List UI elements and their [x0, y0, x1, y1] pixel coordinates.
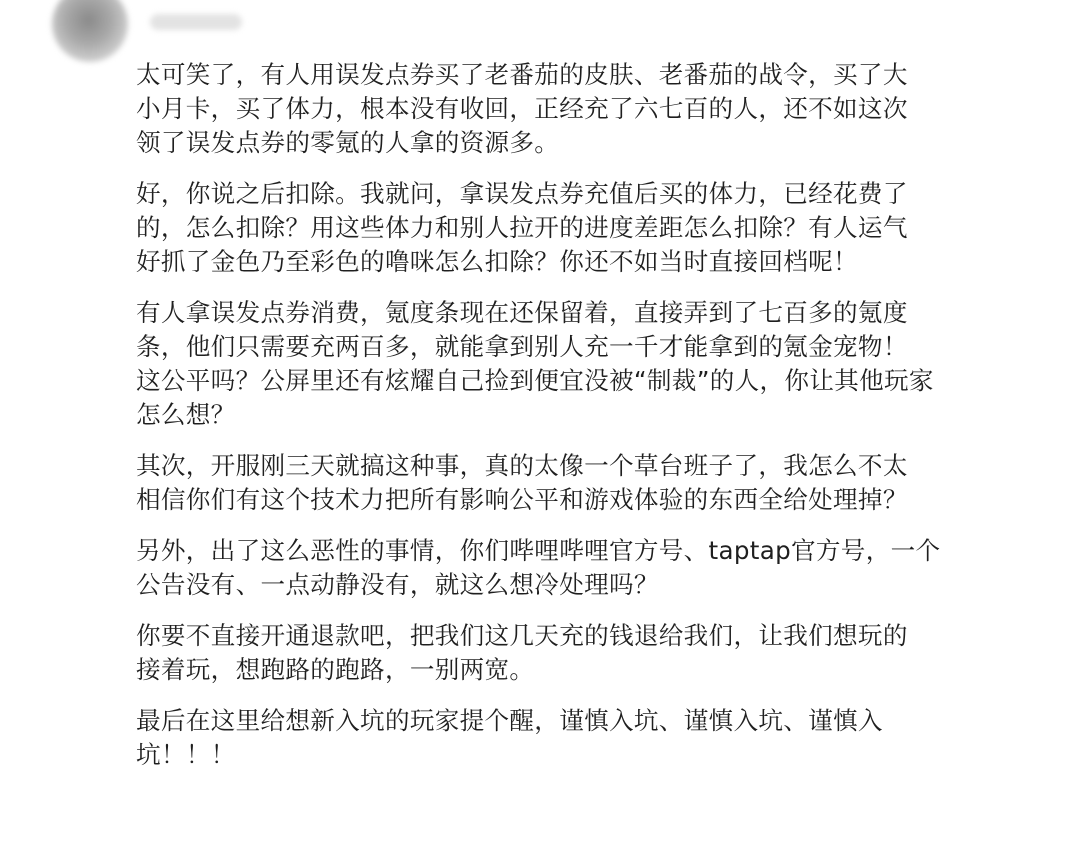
avatar[interactable] [52, 0, 128, 62]
text-line: 其次，开服刚三天就搞这种事，真的太像一个草台班子了，我怎么不太 [136, 451, 908, 480]
text-line: 的，怎么扣除？用这些体力和别人拉开的进度差距怎么扣除？有人运气 [136, 213, 908, 242]
text-line: 公告没有、一点动静没有，就这么想冷处理吗？ [136, 570, 659, 599]
text-line: 小月卡，买了体力，根本没有收回，正经充了六七百的人，还不如这次 [136, 94, 908, 123]
comment-paragraph [136, 177, 1056, 279]
comment-paragraph [136, 449, 1056, 517]
text-line: 太可笑了，有人用误发点券买了老番茄的皮肤、老番茄的战令，买了大 [136, 60, 908, 89]
comment-paragraph [136, 296, 1056, 432]
text-line: 怎么想？ [136, 400, 236, 429]
comment-paragraph [136, 704, 1056, 772]
text-line: 有人拿误发点券消费，氪度条现在还保留着，直接弄到了七百多的氪度 [136, 298, 908, 327]
text-line: 你要不直接开通退款吧，把我们这几天充的钱退给我们，让我们想玩的 [136, 621, 908, 650]
text-line: 相信你们有这个技术力把所有影响公平和游戏体验的东西全给处理掉？ [136, 485, 908, 514]
text-line: 领了误发点券的零氪的人拿的资源多。 [136, 128, 560, 157]
comment-paragraph [136, 58, 1056, 160]
comment-body [136, 58, 1056, 789]
text-line: 好，你说之后扣除。我就问，拿误发点券充值后买的体力，已经花费了 [136, 179, 908, 208]
text-line: 条，他们只需要充两百多，就能拿到别人充一千才能拿到的氪金宠物！ [136, 332, 908, 361]
comment-paragraph [136, 619, 1056, 687]
username-blurred[interactable] [150, 14, 242, 30]
text-line: 这公平吗？公屏里还有炫耀自己捡到便宜没被“制裁”的人，你让其他玩家 [136, 366, 934, 395]
text-line: 坑！！！ [136, 740, 236, 769]
text-line: 另外，出了这么恶性的事情，你们哔哩哔哩官方号、taptap官方号，一个 [136, 536, 941, 565]
text-line: 好抓了金色乃至彩色的噜咪怎么扣除？你还不如当时直接回档呢！ [136, 247, 858, 276]
comment-header [0, 0, 1071, 60]
comment-paragraph [136, 534, 1056, 602]
text-line: 最后在这里给想新入坑的玩家提个醒，谨慎入坑、谨慎入坑、谨慎入 [136, 706, 883, 735]
text-line: 接着玩，想跑路的跑路，一别两宽。 [136, 655, 535, 684]
